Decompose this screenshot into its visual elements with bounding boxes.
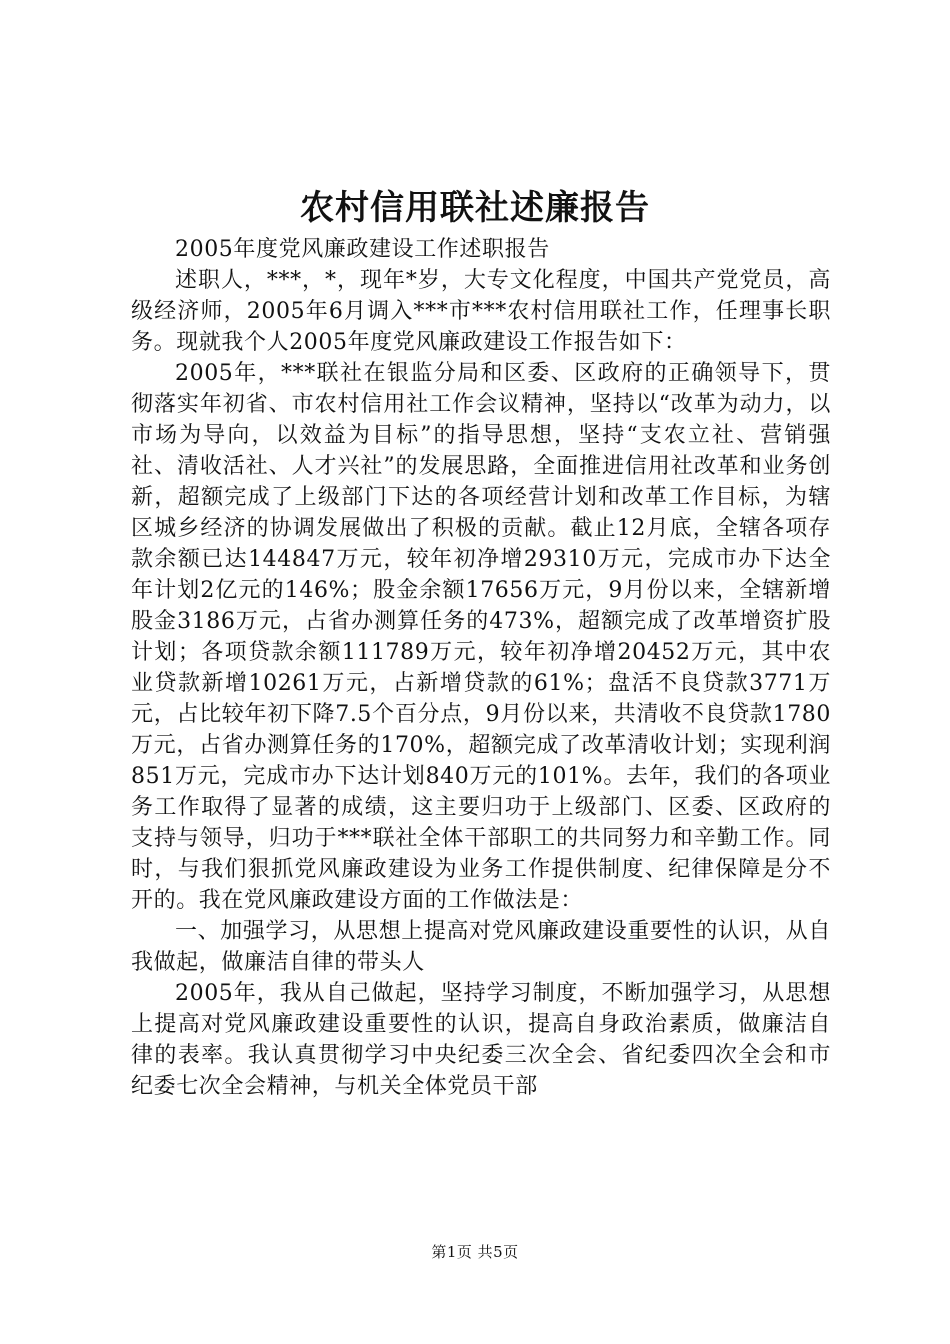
reporter-intro-paragraph: 述职人，***，*，现年*岁，大专文化程度，中国共产党党员，高级经济师，2005年6月调入***市***农村信用联社工作，任理事长职务。现就我个人2005年度党风廉政建设工作报告如下： [131, 268, 831, 355]
report-subtitle: 2005年度党风廉政建设工作述职报告 [175, 237, 550, 262]
work-summary-paragraph: 2005年，***联社在银监分局和区委、区政府的正确领导下，贯彻落实年初省、市农村信用社工作会议精神，坚持以“改革为动力，以市场为导向，以效益为目标”的指导思想，坚持“支农立社、营销强社、清收活社、人才兴社”的发展思路，全面推进信用社改革和业务创新，超额完成了上级部门下达的各项经营计划和改革工作目标，为辖区城乡经济的协调发展做出了积极的贡献。截止12月底，全辖各项存款余额已达144847万元，较年初净增29310万元，完成市办下达全年计划2亿元的146%；股金余额17656万元，9月份以来，全辖新增股金3186万元，占省办测算任务的473%，超额完成了改革增资扩股计划；各项贷款余额111789万元，较年初净增20452万元，其中农业贷款新增10261万元，占新增贷款的61%；盘活不良贷款3771万元，占比较年初下降7.5个百分点，9月份以来，共清收不良贷款1780万元，占省办测算任务的170%，超额完成了改革清收计划；实现利润851万元，完成市办下达计划840万元的101%。去年，我们的各项业务工作取得了显著的成绩，这主要归功于上级部门、区委、区政府的支持与领导，归功于***联社全体干部职工的共同努力和辛勤工作。同时，与我们狠抓党风廉政建设为业务工作提供制度、纪律保障是分不开的。我在党风廉政建设方面的工作做法是： [131, 361, 831, 913]
document-body [131, 234, 831, 1102]
page-footer: 第1页 共5页 [431, 1243, 519, 1261]
document-title: 农村信用联社述廉报告 [300, 188, 650, 228]
section-heading-1: 一、加强学习，从思想上提高对党风廉政建设重要性的认识，从自我做起，做廉洁自律的带头人 [131, 919, 831, 975]
study-paragraph: 2005年，我从自己做起，坚持学习制度，不断加强学习，从思想上提高对党风廉政建设重要性的认识，提高自身政治素质，做廉洁自律的表率。我认真贯彻学习中央纪委三次全会、省纪委四次全会和市纪委七次全会精神，与机关全体党员干部 [131, 981, 831, 1099]
